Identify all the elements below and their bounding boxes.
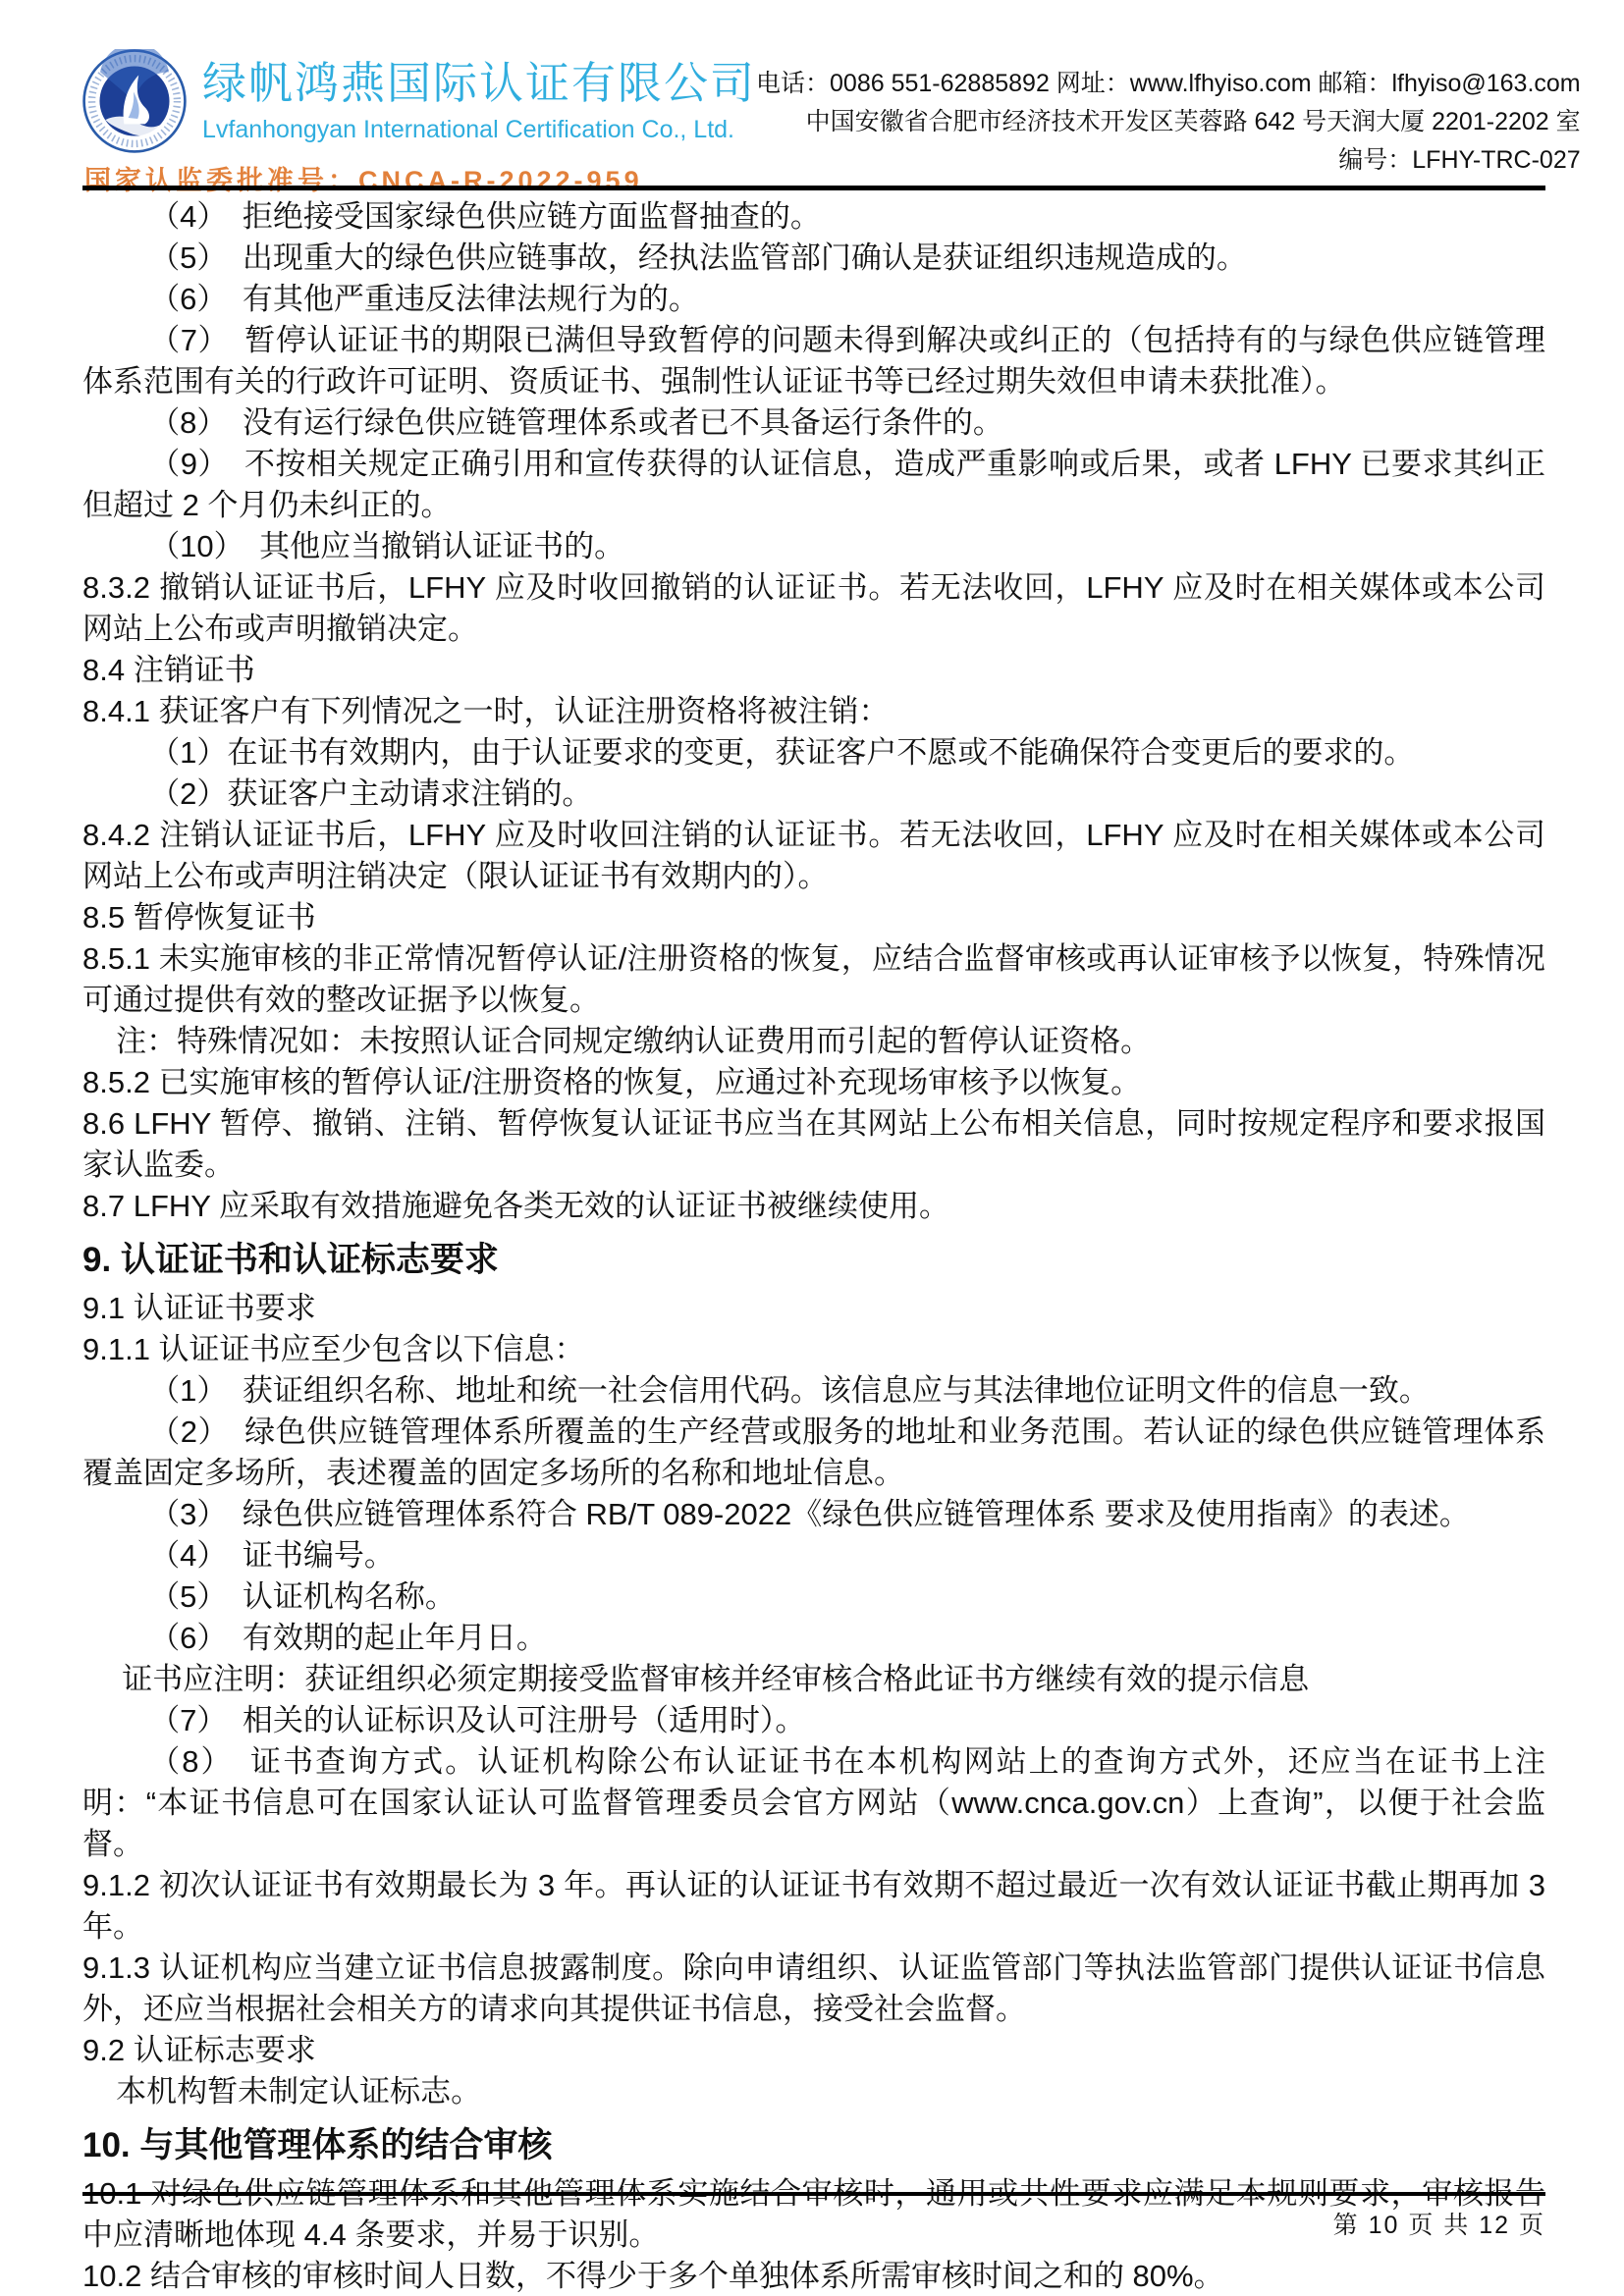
paragraph: （4） 拒绝接受国家绿色供应链方面监督抽查的。 (149, 199, 821, 234)
paragraph: （5） 认证机构名称。 (149, 1579, 456, 1614)
paragraph: 9.1.1 认证证书应至少包含以下信息： (82, 1332, 585, 1366)
paragraph: 8.4 注销证书 (82, 653, 255, 687)
paragraph: （7） 暂停认证证书的期限已满但导致暂停的问题未得到解决或纠正的（包括持有的与绿色供应链管理体系范围有关的行政许可证明、资质证书、强制性认证证书等已经过期失效但申请未获批准）。 (82, 323, 1545, 399)
section-heading: 9. 认证证书和认证标志要求 (82, 1241, 499, 1279)
paragraph: （2） 绿色供应链管理体系所覆盖的生产经营或服务的地址和业务范围。若认证的绿色供应链管理体系覆盖固定多场所，表述覆盖的固定多场所的名称和地址信息。 (82, 1415, 1545, 1490)
page-number: 第 10 页 共 12 页 (1332, 2212, 1545, 2239)
paragraph: 9.1 认证证书要求 (82, 1291, 316, 1325)
paragraph: （6） 有效期的起止年月日。 (149, 1621, 547, 1655)
paragraph: 9.1.2 初次认证证书有效期最长为 3 年。再认证的认证证书有效期不超过最近一次有效认证证书截止期再加 3 年。 (82, 1868, 1545, 1944)
paragraph: （2）获证客户主动请求注销的。 (149, 776, 593, 811)
paragraph: （1） 获证组织名称、地址和统一社会信用代码。该信息应与其法律地位证明文件的信息一致。 (149, 1373, 1430, 1408)
paragraph: 9.2 认证标志要求 (82, 2033, 316, 2067)
paragraph: （5） 出现重大的绿色供应链事故，经执法监管部门确认是获证组织违规造成的。 (149, 240, 1247, 275)
brand-names (202, 49, 756, 144)
paragraph: 8.3.2 撤销认证证书后，LFHY 应及时收回撤销的认证证书。若无法收回，LFHY 应及时在相关媒体或本公司网站上公布或声明撤销决定。 (82, 570, 1545, 646)
paragraph: 8.4.1 获证客户有下列情况之一时，认证注册资格将被注销： (82, 694, 890, 728)
paragraph: （10） 其他应当撤销认证证书的。 (149, 529, 625, 563)
company-name-en: Lvfanhongyan International Certification Co., Ltd. (202, 115, 735, 143)
paragraph: （9） 不按相关规定正确引用和宣传获得的认证信息，造成严重影响或后果，或者 LFHY 已要求其纠正但超过 2 个月仍未纠正的。 (82, 447, 1545, 522)
paragraph: （8） 没有运行绿色供应链管理体系或者已不具备运行条件的。 (149, 405, 1003, 440)
company-logo-icon (82, 49, 187, 153)
approval-number-line: 国家认监委批准号：CNCA-R-2022-959 (84, 166, 643, 195)
paragraph: 10.1 对绿色供应链管理体系和其他管理体系实施结合审核时，通用或共性要求应满足本规则要求，审核报告中应清晰地体现 4.4 条要求，并易于识别。 (82, 2176, 1545, 2252)
paragraph: 8.6 LFHY 暂停、撤销、注销、暂停恢复认证证书应当在其网站上公布相关信息，同时按规定程序和要求报国家认监委。 (82, 1106, 1545, 1182)
paragraph: 8.4.2 注销认证证书后，LFHY 应及时收回注销的认证证书。若无法收回，LFHY 应及时在相关媒体或本公司网站上公布或声明注销决定（限认证证书有效期内的）。 (82, 818, 1545, 893)
paragraph: （3） 绿色供应链管理体系符合 RB/T 089-2022《绿色供应链管理体系 要求及使用指南》的表述。 (149, 1497, 1470, 1531)
header-brand-block (82, 49, 756, 197)
contact-line: 电话：0086 551-62885892 网址：www.lfhyiso.com 邮箱：lfhyiso@163.com (756, 70, 1581, 97)
document-body (82, 196, 1545, 2296)
paragraph: 注：特殊情况如：未按照认证合同规定缴纳认证费用而引起的暂停认证资格。 (116, 1024, 1152, 1058)
paragraph: 本机构暂未制定认证标志。 (116, 2074, 482, 2109)
paragraph: 8.5.1 未实施审核的非正常情况暂停认证/注册资格的恢复，应结合监督审核或再认证审核予以恢复，特殊情况可通过提供有效的整改证据予以恢复。 (82, 941, 1545, 1017)
paragraph: （1）在证书有效期内，由于认证要求的变更，获证客户不愿或不能确保符合变更后的要求的。 (149, 735, 1415, 770)
paragraph: 10.2 结合审核的审核时间人日数，不得少于多个单独体系所需审核时间之和的 80%。 (82, 2259, 1224, 2293)
paragraph: 8.5.2 已实施审核的暂停认证/注册资格的恢复，应通过补充现场审核予以恢复。 (82, 1065, 1142, 1099)
paragraph: （4） 证书编号。 (149, 1538, 395, 1573)
paragraph: （8） 证书查询方式。认证机构除公布认证证书在本机构网站上的查询方式外，还应当在证书上注明：“本证书信息可在国家认证认可监督管理委员会官方网站（www.cnca.gov.cn）上查询”，以便于社会监督。 (82, 1744, 1545, 1861)
page-header (82, 49, 1581, 197)
paragraph: 9.1.3 认证机构应当建立证书信息披露制度。除向申请组织、认证监管部门等执法监管部门提供认证证书信息外，还应当根据社会相关方的请求向其提供证书信息，接受社会监督。 (82, 1950, 1545, 2026)
company-name-zh: 绿帆鸿燕国际认证有限公司 (202, 58, 757, 108)
paragraph: （6） 有其他严重违反法律法规行为的。 (149, 282, 699, 316)
page-footer (82, 2192, 1545, 2241)
section-heading: 10. 与其他管理体系的结合审核 (82, 2126, 553, 2164)
header-divider (82, 186, 1545, 190)
paragraph: （7） 相关的认证标识及认可注册号（适用时）。 (149, 1703, 806, 1737)
paragraph: 8.5 暂停恢复证书 (82, 900, 316, 934)
address-line: 中国安徽省合肥市经济技术开发区芙蓉路 642 号天润大厦 2201-2202 室 (805, 108, 1581, 135)
doc-number-line: 编号：LFHY-TRC-027 (1338, 146, 1581, 174)
header-contact-block (756, 49, 1581, 197)
paragraph: 8.7 LFHY 应采取有效措施避免各类无效的认证证书被继续使用。 (82, 1189, 949, 1223)
paragraph: 证书应注明：获证组织必须定期接受监督审核并经审核合格此证书方继续有效的提示信息 (122, 1662, 1310, 1696)
